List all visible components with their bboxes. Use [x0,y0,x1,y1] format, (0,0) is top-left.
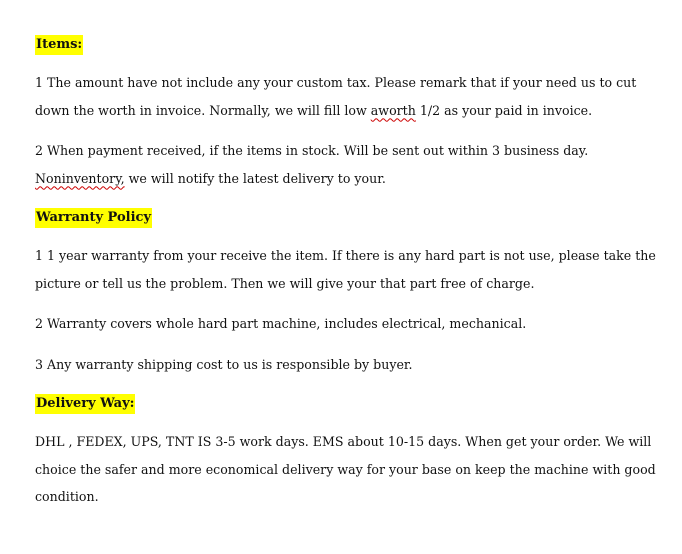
text-segment: down the worth in invoice. Normally, we will fill low [35,102,371,118]
text-line: 2 Warranty covers whole hard part machine, includes electrical, mechanical. [35,316,527,331]
text-line: 2 When payment received, if the items in stock. Will be sent out within 3 business day. [35,143,589,158]
text-line: 1 The amount have not include any your custom tax. Please remark that if your need us to cut [35,75,637,90]
document-body [35,33,675,511]
paragraph [35,69,675,124]
text-segment: 1/2 as your paid in invoice. [415,102,593,118]
section-items [35,33,675,192]
paragraph [35,242,675,297]
section-heading: Delivery Way: [35,394,135,414]
section-heading: Warranty Policy [35,208,152,228]
paragraph [35,428,675,511]
section-warranty [35,206,675,378]
text-line: 3 Any warranty shipping cost to us is responsible by buyer. [35,356,413,372]
text-line: 1 1 year warranty from your receive the item. If there is any hard part is not use, please take the [35,248,656,263]
section-heading: Items: [35,35,83,55]
section-delivery [35,392,675,511]
text-line: choice the safer and more economical delivery way for your base on keep the machine with good [35,461,656,477]
paragraph [35,310,675,338]
spelling-error-word[interactable]: Noninventory, [35,170,125,186]
text-line: condition. [35,489,99,504]
text-segment: we will notify the latest delivery to your. [124,170,386,186]
text-line: DHL , FEDEX, UPS, TNT IS 3-5 work days. EMS about 10-15 days. When get your order. We will [35,434,652,449]
paragraph [35,351,675,379]
text-line: picture or tell us the problem. Then we will give your that part free of charge. [35,275,535,291]
paragraph [35,137,675,192]
spelling-error-word[interactable]: aworth [370,102,416,118]
